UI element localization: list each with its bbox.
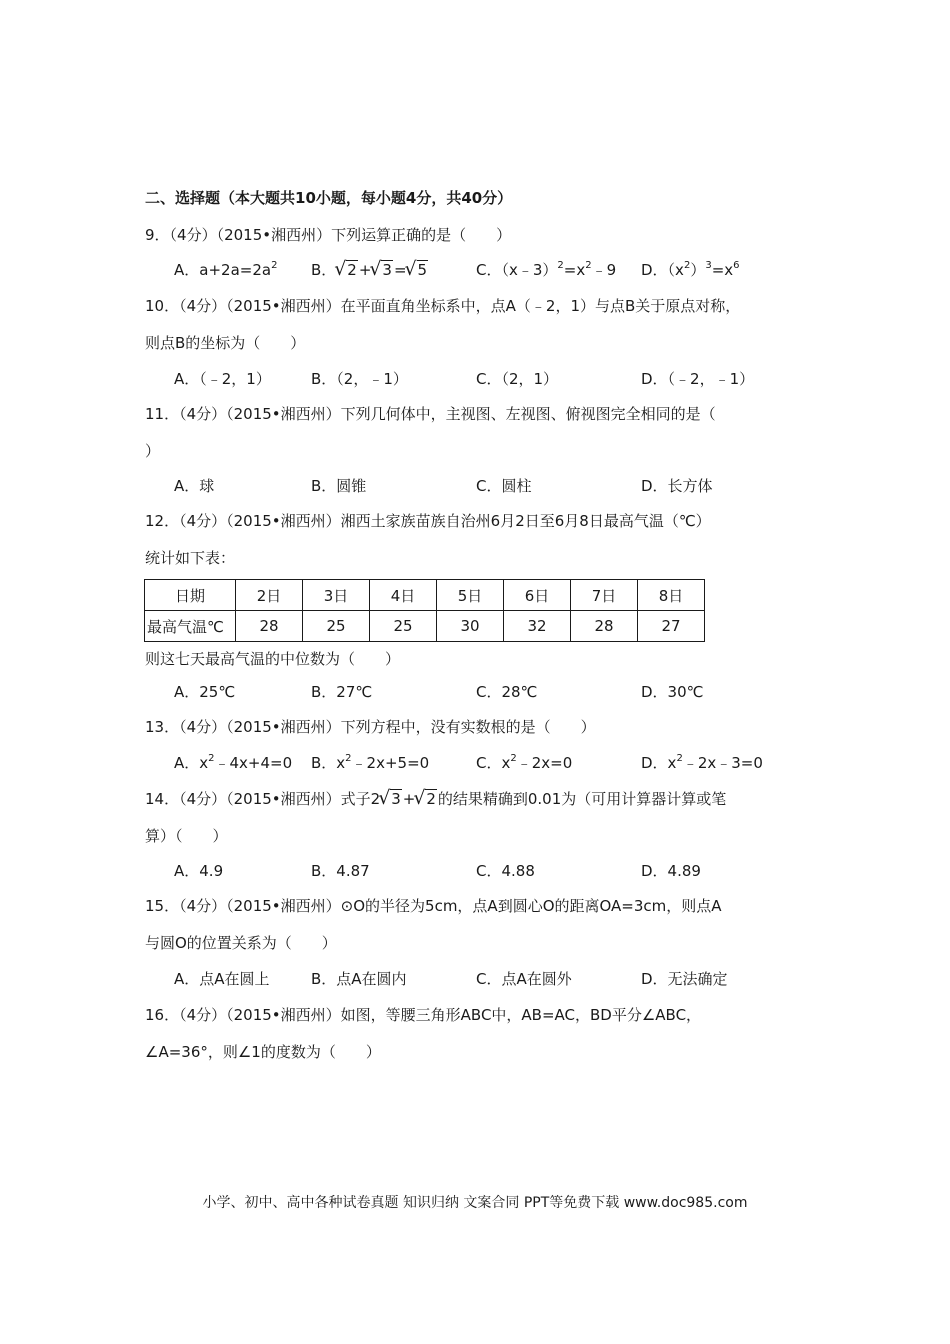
- question-16-stem-line2: ∠A=36°，则∠1的度数为（ ）: [145, 1043, 381, 1061]
- question-12-stem-line1: 12．（4分）（2015•湘西州）湘西土家族苗族自治州6月2日至6月8日最高气温（℃）: [145, 512, 711, 530]
- question-13-option-d: D．$x^2﹣2x﹣3=0$: [641, 753, 763, 772]
- question-10-stem-line2: 则点B的坐标为（ ）: [145, 334, 306, 352]
- table-cell: 7日: [571, 580, 638, 611]
- question-14-stem-line1: 14．（4分）（2015•湘西州）式子2√ 3 +√ 2 的结果精确到0.01为（可用计算器计算或笔: [145, 788, 726, 809]
- question-9-option-c: C．$(x﹣3)^2=x^2﹣9$: [476, 260, 617, 279]
- temperature-table: [144, 579, 705, 642]
- question-9-option-a: A．$a+2a=2a^2$: [174, 260, 278, 279]
- question-12-stem-line3: 则这七天最高气温的中位数为（ ）: [145, 650, 401, 668]
- table-cell: 25: [303, 611, 370, 642]
- radical-2: √ 2: [415, 790, 437, 808]
- question-13-option-a: A．$x^2﹣4x+4=0$: [174, 753, 293, 772]
- radical-2: √ 2: [336, 261, 358, 279]
- question-15-option-b: B．点A在圆内: [311, 970, 407, 988]
- table-cell: 8日: [638, 580, 705, 611]
- table-cell: 2日: [236, 580, 303, 611]
- table-cell: 28: [236, 611, 303, 642]
- question-12-option-a: A．25℃: [174, 683, 236, 701]
- question-10-option-d: D．（﹣2，﹣1）: [641, 370, 755, 388]
- question-16-stem-line1: 16．（4分）（2015•湘西州）如图，等腰三角形ABC中，AB=AC，BD平分∠ABC，: [145, 1006, 702, 1024]
- question-14-option-d: D．4.89: [641, 862, 701, 880]
- question-11-option-a: A．球: [174, 477, 215, 495]
- question-10-stem-line1: 10．（4分）（2015•湘西州）在平面直角坐标系中，点A（﹣2，1）与点B关于原点对称，: [145, 297, 741, 315]
- table-row: [145, 611, 705, 642]
- question-11-stem-line2: ）: [145, 442, 161, 460]
- question-14-option-c: C．4.88: [476, 862, 535, 880]
- question-9-option-d: D．$(x^2)^3=x^6$: [641, 260, 740, 279]
- table-cell: 25: [370, 611, 437, 642]
- question-9-option-b: B．√ 2 +√ 3 =√ 5: [311, 259, 429, 280]
- question-10-option-a: A．（﹣2，1）: [174, 370, 271, 388]
- question-12-option-c: C．28℃: [476, 683, 538, 701]
- question-13-option-b: B．$x^2﹣2x+5=0$: [311, 753, 430, 772]
- table-cell: 3日: [303, 580, 370, 611]
- question-12-option-d: D．30℃: [641, 683, 704, 701]
- question-11-option-d: D．长方体: [641, 477, 713, 495]
- section-title: 二、选择题（本大题共10小题，每小题4分，共40分）: [145, 189, 513, 207]
- radical-5: √ 5: [407, 261, 429, 279]
- question-15-option-a: A．点A在圆上: [174, 970, 270, 988]
- table-cell: 30: [437, 611, 504, 642]
- question-14-option-a: A．4.9: [174, 862, 224, 880]
- question-11-stem-line1: 11．（4分）（2015•湘西州）下列几何体中，主视图、左视图、俯视图完全相同的是（: [145, 405, 716, 423]
- question-15-option-c: C．点A在圆外: [476, 970, 572, 988]
- question-11-option-c: C．圆柱: [476, 477, 532, 495]
- question-15-stem-line1: 15．（4分）（2015•湘西州）⊙O的半径为5cm，点A到圆心O的距离OA=3cm，则点A: [145, 897, 722, 915]
- radical-3: √ 3: [380, 790, 402, 808]
- radical-3: √ 3: [371, 261, 393, 279]
- table-cell: 最高气温℃: [145, 611, 236, 642]
- question-13-stem: 13．（4分）（2015•湘西州）下列方程中，没有实数根的是（ ）: [145, 718, 596, 736]
- question-11-option-b: B．圆锥: [311, 477, 367, 495]
- question-12-option-b: B．27℃: [311, 683, 373, 701]
- question-14-option-b: B．4.87: [311, 862, 370, 880]
- question-10-option-b: B．（2，﹣1）: [311, 370, 408, 388]
- table-cell: 4日: [370, 580, 437, 611]
- table-cell: 日期: [145, 580, 236, 611]
- question-12-stem-line2: 统计如下表：: [145, 549, 236, 567]
- table-header-row: [145, 580, 705, 611]
- table-cell: 32: [504, 611, 571, 642]
- question-9-stem: 9．（4分）（2015•湘西州）下列运算正确的是（ ）: [145, 226, 512, 244]
- question-15-option-d: D．无法确定: [641, 970, 728, 988]
- question-10-option-c: C．（2，1）: [476, 370, 559, 388]
- table-cell: 28: [571, 611, 638, 642]
- page-footer: 小学、初中、高中各种试卷真题 知识归纳 文案合同 PPT等免费下载 www.doc985.com: [202, 1195, 748, 1211]
- table-cell: 5日: [437, 580, 504, 611]
- question-13-option-c: C．$x^2﹣2x=0$: [476, 753, 573, 772]
- table-cell: 6日: [504, 580, 571, 611]
- table-cell: 27: [638, 611, 705, 642]
- question-15-stem-line2: 与圆O的位置关系为（ ）: [145, 934, 337, 952]
- question-14-stem-line2: 算）（ ）: [145, 827, 228, 845]
